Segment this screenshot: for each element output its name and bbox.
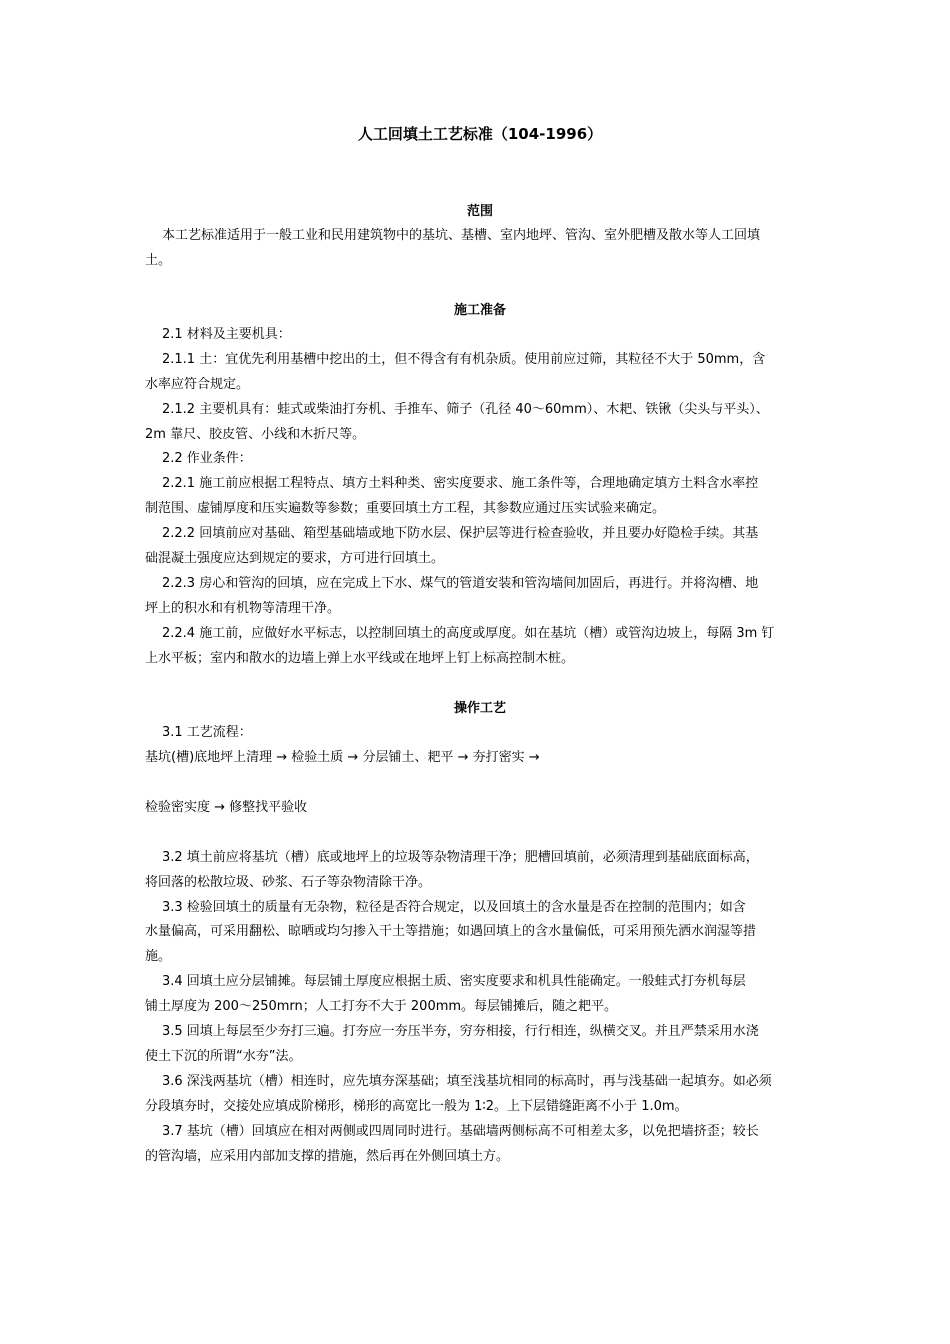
- paragraph-line: 本工艺标准适用于一般工业和民用建筑物中的基坑、基槽、室内地坪、管沟、室外肥槽及散水等人工回填: [162, 228, 761, 243]
- paragraph-line: 3.2 填土前应将基坑（槽）底或地坪上的垃圾等杂物清理干净；肥槽回填前，必须清理到基础底面标高，: [162, 850, 759, 865]
- paragraph-line: 2.1.2 主要机具有：蛙式或柴油打夯机、手推车、筛子（孔径 40～60mm）、木耙、铁锹（尖头与平头）、: [162, 402, 769, 417]
- paragraph-line: 3.3 检验回填土的质量有无杂物，粒径是否符合规定，以及回填土的含水量是否在控制的范围内；如含: [162, 900, 746, 915]
- paragraph-line: 坪上的积水和有机物等清理干净。: [145, 601, 341, 616]
- paragraph-line: 础混凝土强度应达到规定的要求，方可进行回填土。: [145, 551, 445, 566]
- paragraph-line: 使土下沉的所谓“水夯”法。: [145, 1049, 302, 1064]
- paragraph-line: 2.1 材料及主要机具：: [162, 327, 291, 342]
- paragraph-line: 2m 靠尺、胶皮管、小线和木折尺等。: [145, 427, 366, 442]
- paragraph-line: 2.2.1 施工前应根据工程特点、填方土料种类、密实度要求、施工条件等，合理地确定填方土料含水率控: [162, 476, 759, 491]
- paragraph-line: 2.2.3 房心和管沟的回填，应在完成上下水、煤气的管道安装和管沟墙间加固后，再进行。并将沟槽、地: [162, 576, 759, 591]
- heading-prep: 施工准备: [453, 303, 506, 318]
- process-flow-line: 基坑(槽)底地坪上清理 → 检验土质 → 分层铺土、耙平 → 夯打密实 →: [145, 750, 540, 765]
- paragraph-line: 施。: [145, 949, 172, 964]
- paragraph-line: 2.2.4 施工前，应做好水平标志，以控制回填土的高度或厚度。如在基坑（槽）或管沟边坡上，每隔 3m 钉: [162, 626, 775, 641]
- paragraph-line: 将回落的松散垃圾、砂浆、石子等杂物清除干净。: [145, 875, 432, 890]
- paragraph-line: 2.2 作业条件：: [162, 451, 252, 466]
- heading-ops: 操作工艺: [453, 701, 506, 716]
- paragraph-line: 制范围、虚铺厚度和压实遍数等参数；重要回填土方工程，其参数应通过压实试验来确定。: [145, 501, 666, 516]
- document-title: 人工回填土工艺标准（104-1996）: [357, 125, 603, 143]
- paragraph-line: 铺土厚度为 200～250mrn；人工打夯不大于 200mm。每层铺摊后，随之耙平。: [145, 999, 618, 1014]
- paragraph-line: 分段填夯时，交接处应填成阶梯形，梯形的高宽比一般为 1∶2。上下层错缝距离不小于 1.0m。: [145, 1099, 688, 1114]
- paragraph-line: 2.2.2 回填前应对基础、箱型基础墙或地下防水层、保护层等进行检查验收，并且要办好隐检手续。其基: [162, 526, 759, 541]
- paragraph-line: 3.4 回填土应分层铺摊。每层铺土厚度应根据土质、密实度要求和机具性能确定。一般蛙式打夯机每层: [162, 974, 746, 989]
- paragraph-line: 水量偏高，可采用翻松、晾晒或均匀掺入干土等措施；如遇回填上的含水量偏低，可采用预先洒水润湿等措: [145, 924, 757, 939]
- paragraph-line: 土。: [145, 253, 172, 268]
- paragraph-line: 3.1 工艺流程：: [162, 725, 252, 740]
- paragraph-line: 的管沟墙，应采用内部加支撑的措施，然后再在外侧回填土方。: [145, 1149, 510, 1164]
- process-flow-line: 检验密实度 → 修整找平验收: [145, 800, 308, 815]
- paragraph-line: 上水平板；室内和散水的边墙上弹上水平线或在地坪上钉上标高控制木桩。: [145, 651, 575, 666]
- paragraph-line: 3.5 回填上每层至少夯打三遍。打夯应一夯压半夯，穷夯相接，行行相连，纵横交叉。并且严禁采用水浇: [162, 1024, 759, 1039]
- paragraph-line: 水率应符合规定。: [145, 377, 250, 392]
- heading-scope: 范围: [466, 204, 493, 219]
- paragraph-line: 2.1.1 土：宜优先利用基槽中挖出的土，但不得含有有机杂质。使用前应过筛，其粒径不大于 50mm，含: [162, 352, 766, 367]
- paragraph-line: 3.7 基坑（槽）回填应在相对两侧或四周同时进行。基础墙两侧标高不可相差太多，以免把墙挤歪；较长: [162, 1124, 759, 1139]
- paragraph-line: 3.6 深浅两基坑（槽）相连时，应先填夯深基础；填至浅基坑相同的标高时，再与浅基础一起填夯。如必须: [162, 1074, 772, 1089]
